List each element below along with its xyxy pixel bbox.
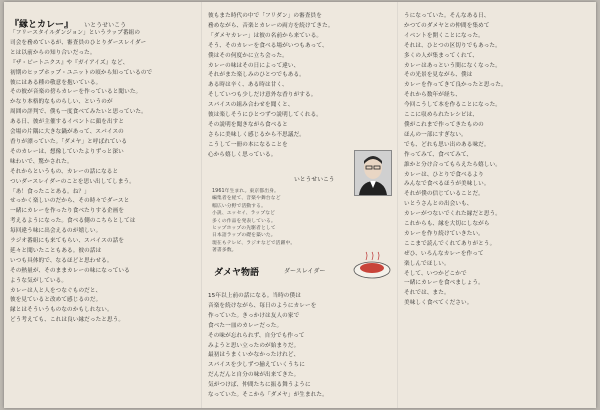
text-line: 食べた一皿のカレーだった。 (208, 322, 283, 329)
text-line: 考えるようになった。食べる側のこちらとしては (10, 218, 136, 225)
text-line: 『ザ・ビートニクス』や『ガイアイズ』など、 (10, 59, 129, 66)
text-line: 小説、エッセイ、ラップなど (212, 211, 276, 217)
text-line: いつも具体的で、なるほどと思わせる。 (10, 257, 113, 264)
text-line: 彼は楽しそうにひとつずつ説明してくれる。 (208, 112, 323, 119)
text-line: かつてのダメヤとの仲間を集めて (404, 22, 490, 29)
text-line: その味が忘れられず、自分でも作って (208, 332, 305, 339)
text-line: 香りが漂っていた。「ダメヤ」と呼ばれている (10, 138, 128, 145)
text-line: せっかく楽しいのだから、その時々でダースと (10, 198, 130, 205)
text-line: ほんの一部にすぎない。 (404, 131, 467, 138)
text-line: カレーがつないでくれた縁だと思う。 (404, 211, 501, 218)
text-line: 一緒にカレーを食べましょう。 (404, 280, 484, 287)
text-line: 会場の片隅に大きな鍋があって、スパイスの (10, 129, 124, 136)
text-line: 務めながら、音楽とカレーの両方を続けてきた。 (208, 22, 334, 29)
text-line: そして、いつかどこかで (404, 270, 467, 277)
text-line: 心から嬉しく思っている。 (208, 151, 277, 158)
text-line: 「ダメヤカレー」は彼の名前から来ている。 (208, 32, 323, 39)
text-line: 美味しく食べてください。 (404, 300, 473, 307)
text-line: 初期のヒップホップ・ユニットの頃から知っているので (10, 69, 153, 76)
text-line: その彼が音楽の傍らカレーを作っていると聞いた。 (10, 89, 142, 96)
left-body-text (10, 29, 198, 326)
text-line: それがまた楽しみのひとつでもある。 (208, 72, 305, 79)
text-line: ような気がしている。 (10, 277, 68, 284)
text-line: 楽しんでほしい。 (404, 260, 450, 267)
text-line: 多くの人が集まってくれて、 (404, 52, 479, 59)
text-line: スパイスを少しずつ揃えていくうちに (208, 362, 305, 369)
text-line: だんだんと自分の味が出来てきた。 (208, 372, 300, 379)
text-line: 彼を見ていると改めて感じるのだ。 (10, 297, 102, 304)
text-line: 毎回違う味に出会えるのが嬉しい。 (10, 228, 102, 235)
text-line: その光景を見ながら、僕は (404, 72, 473, 79)
text-line: 「あ！食ったことある。ね？」 (10, 188, 90, 195)
text-line: ラジオ番組にも来てもらい、スパイスの話を (10, 238, 125, 245)
text-line: ここまで読んでくれてありがとう。 (404, 240, 496, 247)
text-line: 司会を務めているが、審査員のひとりダースレイダー (10, 39, 147, 46)
text-line: カレーはあっという間になくなった。 (404, 62, 501, 69)
text-line: イベントを開くことになった。 (404, 32, 484, 39)
author-portrait-icon (355, 151, 391, 195)
middle-panel (202, 2, 398, 408)
right-body-text (404, 12, 592, 309)
text-line: 味わいで、驚かされた。 (10, 158, 73, 165)
text-line: さらに美味しく感じるから不思議だ。 (208, 131, 305, 138)
text-line: みんなで食べるほうが美味しい。 (404, 181, 490, 188)
text-line: そう、そのカレーを食べる場がいつもあって、 (208, 42, 328, 49)
text-line: ぜひ、いろんなカレーを作って (404, 250, 484, 257)
profile-name: いとうせいこう (294, 177, 335, 183)
text-line: それが僕の信じていることだ。 (404, 191, 484, 198)
text-line: 僕がこれまで作ってきたものの (404, 121, 484, 128)
text-line: なっていた。そこから「ダメヤ」が生まれた。 (208, 392, 328, 399)
text-line: 編集者を経て、音楽や舞台など (212, 196, 281, 202)
text-line: 誰かと分け合ってもらえたら嬉しい。 (404, 161, 501, 168)
text-line: とは以前からの知り合いだった。 (10, 49, 96, 56)
text-line: 幅広い分野で活動する。 (212, 203, 266, 209)
text-line: 日本語ラップの礎を築いた。 (212, 233, 276, 239)
text-line: ある日、彼が主催するイベントに顔を出すと (10, 119, 125, 126)
left-panel (4, 2, 202, 408)
text-line: 彼にはある種の敬意を抱いている。 (10, 79, 102, 86)
text-line: 音楽を続けながら、毎日のようにカレーを (208, 302, 317, 309)
folded-leaflet (4, 2, 596, 408)
text-line: それは、ひとつの区切りでもあった。 (404, 42, 501, 49)
text-line: 縁とはそういうものなのかもしれない。 (10, 307, 113, 314)
text-line: 僕はその何度かに立ち会った。 (208, 52, 288, 59)
curry-plate-icon (352, 250, 392, 280)
section-body-text (208, 292, 394, 401)
text-line: その熱量が、そのままカレーの味になっている (10, 267, 130, 274)
text-line: 延々と聞いたこともある。彼の話は (10, 247, 102, 254)
text-line: それでは、また。 (404, 290, 450, 297)
text-line: 作っていた。きっかけは友人の家で (208, 312, 300, 319)
author-portrait (354, 150, 392, 196)
text-line: うになっていた。そんなある日、 (404, 13, 490, 19)
text-line: ここに収められたレシピは、 (404, 112, 479, 119)
text-line: カレーは人と人をつなぐものだと、 (10, 287, 102, 294)
text-line: それからというもの、カレーの話になると (10, 168, 119, 175)
text-line: 今回こうして本を作ることになった。 (404, 102, 501, 109)
text-line: 15年以上前の話になる。当時の僕は (208, 293, 301, 299)
text-line: カレーの味はその日によって違い、 (208, 62, 300, 69)
text-line: みようと思い立ったのが始まりだ。 (208, 342, 300, 349)
text-line: かなり本格的なものらしい、というのが (10, 99, 113, 106)
text-line: 周囲の評判で、僕も一度食べてみたいと思っていた。 (10, 109, 147, 116)
text-line: どう考えても、これは良い縁だったと思う。 (10, 317, 125, 324)
section-author: ダースレイダー (284, 268, 326, 275)
text-line: スパイスの組み合わせを聞くと、 (208, 102, 294, 109)
text-line: 1961年生まれ。東京都出身。 (212, 189, 279, 194)
text-line: そのカレーは、想像していたよりずっと深い (10, 148, 124, 155)
profile-text (212, 188, 352, 255)
section-title: ダメヤ物語 (214, 268, 260, 278)
text-line: その説明を聞きながら食べると (208, 121, 288, 128)
text-line: そしていつも少しだけ意外な香りがする。 (208, 92, 317, 99)
text-line: 最初はうまくいかなかったけれど、 (208, 352, 300, 359)
text-line: それから数年が経ち、 (404, 92, 462, 99)
text-line: ある時は辛く、ある時は甘く、 (208, 82, 288, 89)
text-line: いとうさんとの出会いも、 (404, 201, 473, 208)
text-line: 作ってみて、食べてみて、 (404, 151, 473, 158)
text-line: 「フリースタイルダンジョン」というラップ番組の (10, 30, 141, 36)
text-line: 著書多数。 (212, 248, 237, 254)
text-line: これからも、縁を大切にしながら (404, 221, 490, 228)
text-line: 現在もテレビ、ラジオなどで活躍中。 (212, 240, 296, 246)
text-line: 多くの作品を発表している。 (212, 218, 276, 224)
text-line: ヒップホップの先駆者として (212, 226, 276, 232)
essay-title: 『縁とカレー』 (10, 20, 74, 30)
right-panel (398, 2, 596, 408)
essay-author: いとうせいこう (84, 22, 127, 29)
text-line: ついダースレイダーのことを思い出してしまう。 (10, 178, 135, 185)
text-line: 一緒にカレーを作ったり食べたりする企画を (10, 208, 125, 215)
text-line: 彼もまた時代の中で「フリダン」の審査員を (208, 13, 322, 19)
text-line: こうして一冊の本になることを (208, 141, 288, 148)
text-line: カレーは、ひとりで食べるより (404, 171, 484, 178)
text-line: カレーを作ってきて良かったと思った。 (404, 82, 507, 89)
text-line: カレーを作り続けていきたい。 (404, 230, 484, 237)
middle-body-text (208, 12, 394, 161)
text-line: でも、どれも思い出のある味だ。 (404, 141, 490, 148)
text-line: 気がつけば、仲間たちに振る舞うように (208, 382, 311, 389)
